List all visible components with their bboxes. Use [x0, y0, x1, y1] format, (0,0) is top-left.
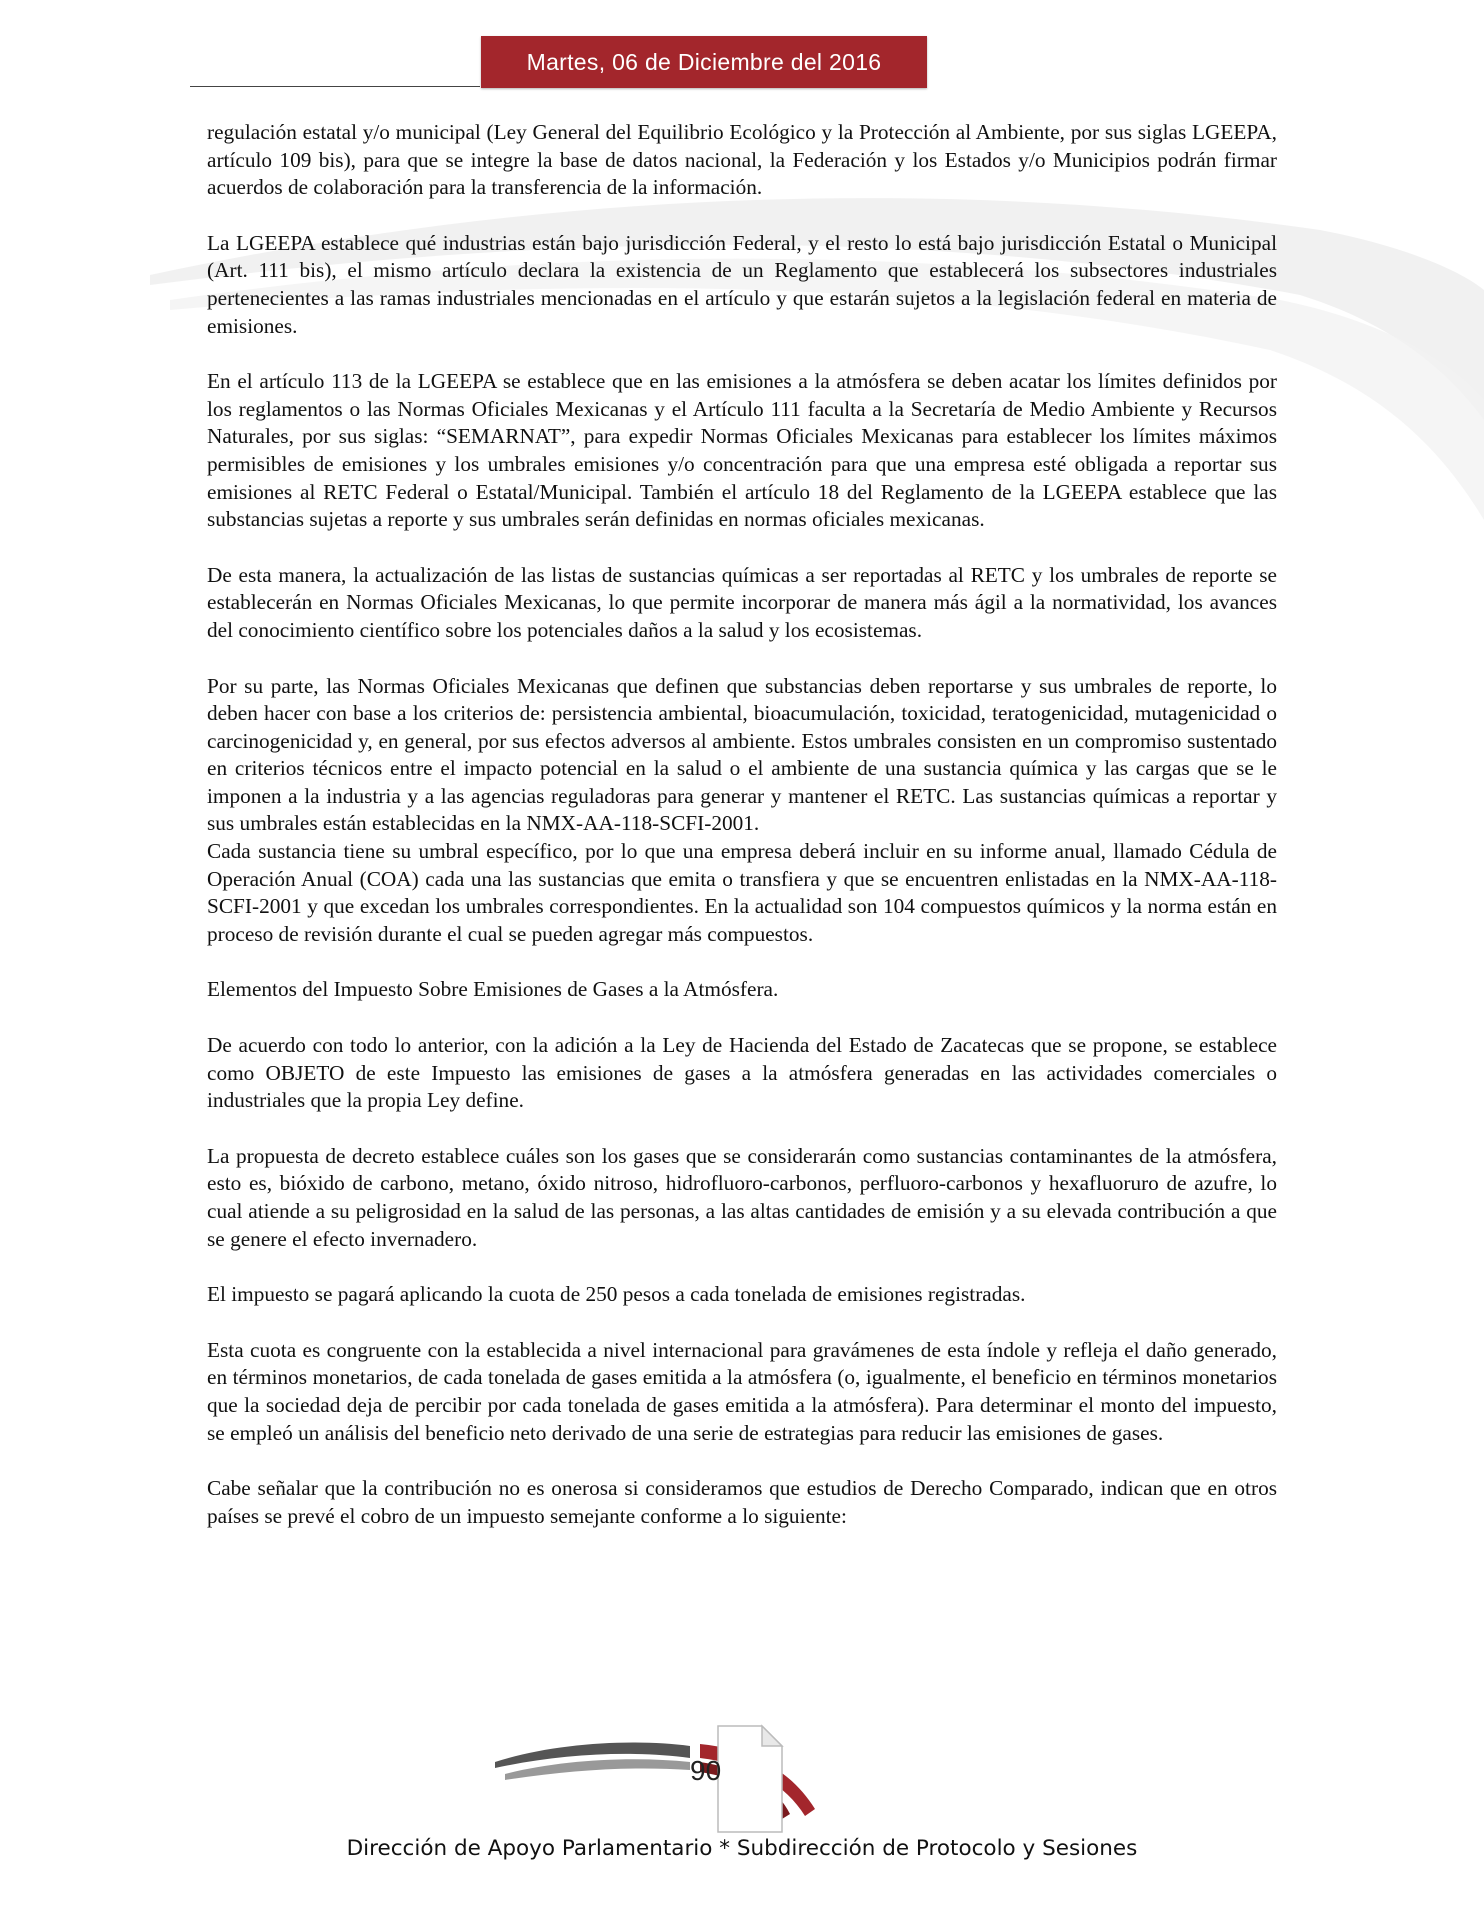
paragraph-2: La LGEEPA establece qué industrias están bajo jurisdicción Federal, y el resto lo está bajo jurisdicción Estatal o Municipal (Art. 111 bis), el mismo artículo declara la existencia de un Reglamento que establecerá los subsectores industriales pertenecientes a las ramas industriales mencionadas en el artículo y que estarán sujetos a la legislación federal en materia de emisiones.	[207, 230, 1277, 338]
header-date: Martes, 06 de Diciembre del 2016	[526, 48, 882, 75]
paragraph-5: Por su parte, las Normas Oficiales Mexicanas que definen que substancias deben reportarse y sus umbrales de reporte, lo deben hacer con base a los criterios de: persistencia ambiental, bioacumulación, toxicidad, teratogenicidad, mutagenicidad o carcinogenicidad y, en general, por sus efectos adversos al ambiente. Estos umbrales consisten en un compromiso sustentado en criterios técnicos entre el impacto potencial en la salud o el ambiente de una sustancia química y las cargas que se le imponen a la industria y a las agencias reguladoras para generar y mantener el RETC. Las sustancias químicas a reportar y sus umbrales están establecidas en la NMX-AA-118-SCFI-2001.	[207, 673, 1277, 836]
footer-text: Dirección de Apoyo Parlamentario * Subdirección de Protocolo y Sesiones	[346, 1836, 1138, 1861]
paragraph-7: De acuerdo con todo lo anterior, con la adición a la Ley de Hacienda del Estado de Zacatecas que se propone, se establece como OBJETO de este Impuesto las emisiones de gases a la atmósfera generadas en las actividades comerciales o industriales que la propia Ley define.	[207, 1033, 1277, 1113]
date-banner	[481, 36, 927, 88]
paragraph-3: En el artículo 113 de la LGEEPA se establece que en las emisiones a la atmósfera se deben acatar los límites definidos por los reglamentos o las Normas Oficiales Mexicanas y el Artículo 111 faculta a la Secretaría de Medio Ambiente y Recursos Naturales, por sus siglas: “SEMARNAT”, para expedir Normas Oficiales Mexicanas para establecer los límites máximos permisibles de emisiones y los umbrales emisiones y/o concentración para que una empresa esté obligada a reportar sus emisiones al RETC Federal o Estatal/Municipal. También el artículo 18 del Reglamento de la LGEEPA establece que las substancias sujetas a reporte y sus umbrales serán definidas en normas oficiales mexicanas.	[207, 369, 1277, 532]
paragraph-10: Esta cuota es congruente con la establecida a nivel internacional para gravámenes de esta índole y refleja el daño generado, en términos monetarios, de cada tonelada de gases emitida a la atmósfera (o, igualmente, el beneficio en términos monetarios que la sociedad deja de percibir por cada tonelada de gases emitida a la atmósfera). Para determinar el monto del impuesto, se empleó un análisis del beneficio neto derivado de una serie de estrategias para reducir las emisiones de gases.	[207, 1337, 1277, 1445]
paragraph-4: De esta manera, la actualización de las listas de sustancias químicas a ser reportadas al RETC y los umbrales de reporte se establecerán en Normas Oficiales Mexicanas, lo que permite incorporar de manera más ágil a la normatividad, los avances del conocimiento científico sobre los potenciales daños a la salud y los ecosistemas.	[207, 562, 1277, 642]
section-heading: Elementos del Impuesto Sobre Emisiones de Gases a la Atmósfera.	[207, 977, 779, 1002]
footer-logo-ornament	[490, 1724, 830, 1844]
document-body	[207, 119, 1277, 1558]
paragraph-11: Cabe señalar que la contribución no es onerosa si consideramos que estudios de Derecho Comparado, indican que en otros países se prevé el cobro de un impuesto semejante conforme a lo siguiente:	[207, 1476, 1277, 1528]
paragraph-6: Cada sustancia tiene su umbral específico, por lo que una empresa deberá incluir en su informe anual, llamado Cédula de Operación Anual (COA) cada una las sustancias que emita o transfiera y que se encuentren enlistadas en la NMX-AA-118-SCFI-2001 y que excedan los umbrales correspondientes. En la actualidad son 104 compuestos químicos y la norma están en proceso de revisión durante el cual se pueden agregar más compuestos.	[207, 839, 1277, 946]
header-rule	[190, 86, 480, 87]
page-number: 90	[690, 1755, 722, 1786]
paragraph-9: El impuesto se pagará aplicando la cuota de 250 pesos a cada tonelada de emisiones registradas.	[207, 1282, 1026, 1307]
paragraph-1: regulación estatal y/o municipal (Ley General del Equilibrio Ecológico y la Protección al Ambiente, por sus siglas LGEEPA, artículo 109 bis), para que se integre la base de datos nacional, la Federación y los Estados y/o Municipios podrán firmar acuerdos de colaboración para la transferencia de la información.	[207, 120, 1277, 200]
paragraph-8: La propuesta de decreto establece cuáles son los gases que se considerarán como sustancias contaminantes de la atmósfera, esto es, bióxido de carbono, metano, óxido nitroso, hidrofluoro-carbonos, perfluoro-carbonos y hexafluoruro de azufre, lo cual atiende a su peligrosidad en la salud de las personas, a las altas cantidades de emisión y a su elevada contribución a que se genere el efecto invernadero.	[207, 1143, 1277, 1251]
